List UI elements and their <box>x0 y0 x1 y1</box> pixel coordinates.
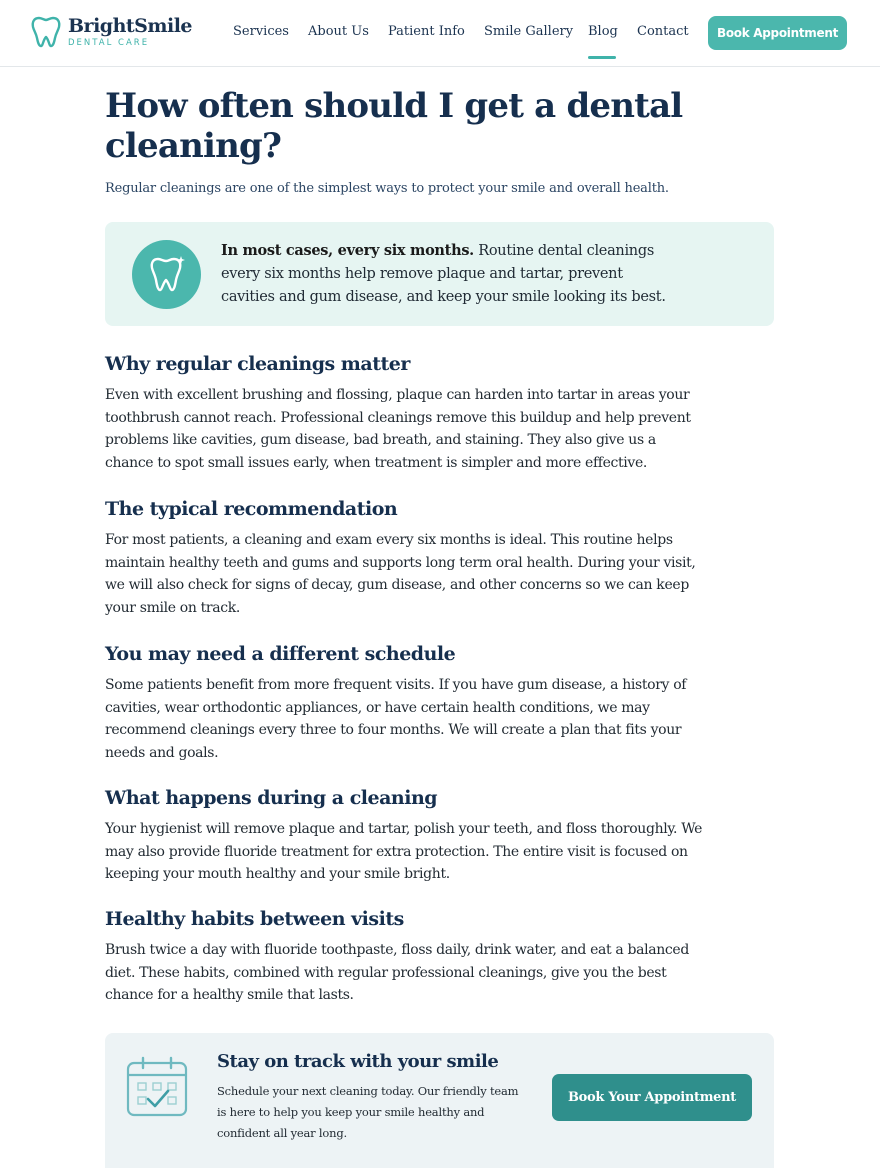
nav-item-patient-info[interactable]: Patient Info <box>388 24 465 39</box>
section-body: Even with excellent brushing and flossing, plaque can harden into tartar in areas your toothbrush cannot reach. Professional cleanings remove this buildup and help prevent problems like cavities, gum disease, bad breath, and staining. They also give us a chance to spot small issues early, when treatment is simpler and more effective. <box>105 387 691 471</box>
callout-icon-circle <box>132 240 201 309</box>
section-heading: Healthy habits between visits <box>105 908 404 930</box>
section-different-schedule <box>105 642 705 764</box>
brand-name: BrightSmile <box>68 15 193 37</box>
tooth-logo-icon <box>30 15 62 49</box>
nav-item-services[interactable]: Services <box>233 24 289 39</box>
cta-title: Stay on track with your smile <box>217 1051 499 1072</box>
section-healthy-habits <box>105 907 705 1007</box>
section-typical-recommendation <box>105 497 705 619</box>
nav-item-blog[interactable]: Blog <box>588 24 618 39</box>
section-heading: Why regular cleanings matter <box>105 353 410 375</box>
section-body: For most patients, a cleaning and exam every six months is ideal. This routine helps maintain healthy teeth and gums and supports long term oral health. During your visit, we will also check for signs of decay, gum disease, and other concerns so we can keep your smile on track. <box>105 532 696 616</box>
tooth-icon <box>148 254 186 294</box>
book-your-appointment-button[interactable]: Book Your Appointment <box>552 1074 752 1121</box>
page-title: How often should I get a dental cleaning? <box>105 86 683 166</box>
section-why-cleanings <box>105 352 705 474</box>
book-appointment-button[interactable]: Book Appointment <box>708 16 847 50</box>
nav-item-contact[interactable]: Contact <box>637 24 689 39</box>
brand-tagline: DENTAL CARE <box>68 38 150 48</box>
calendar-check-icon <box>126 1055 188 1119</box>
appointment-cta <box>105 1033 774 1168</box>
cta-text: Schedule your next cleaning today. Our friendly team is here to help you keep your smile healthy and confident all year long. <box>217 1084 519 1140</box>
article-header <box>105 86 745 198</box>
callout-text <box>221 239 669 309</box>
nav-active-indicator <box>588 56 616 59</box>
page-subtitle: Regular cleanings are one of the simplest ways to protect your smile and overall health. <box>105 181 669 196</box>
section-heading: What happens during a cleaning <box>105 787 438 809</box>
section-body: Some patients benefit from more frequent visits. If you have gum disease, a history of cavities, wear orthodontic appliances, or have certain health conditions, we may recommend cleanings every three to four months. We will create a plan that fits your needs and goals. <box>105 677 687 761</box>
callout-lead: In most cases, every six months. <box>221 242 474 259</box>
section-heading: You may need a different schedule <box>105 643 456 665</box>
section-heading: The typical recommendation <box>105 498 398 520</box>
section-body: Your hygienist will remove plaque and tartar, polish your teeth, and floss thoroughly. We may also provide fluoride treatment for extra protection. The entire visit is focused on keeping your mouth healthy and your smile bright. <box>105 821 703 882</box>
callout-body: Routine dental cleanings every six months help remove plaque and tartar, prevent cavities and gum disease, and keep your smile looking its best. <box>221 243 666 305</box>
answer-callout <box>105 222 774 326</box>
nav-item-smile-gallery[interactable]: Smile Gallery <box>484 24 574 39</box>
site-header <box>0 0 880 67</box>
section-body: Brush twice a day with fluoride toothpaste, floss daily, drink water, and eat a balanced diet. These habits, combined with regular professional cleanings, give you the best chance for a healthy smile that lasts. <box>105 942 689 1003</box>
section-during-cleaning <box>105 786 705 886</box>
nav-item-about-us[interactable]: About Us <box>308 24 369 39</box>
